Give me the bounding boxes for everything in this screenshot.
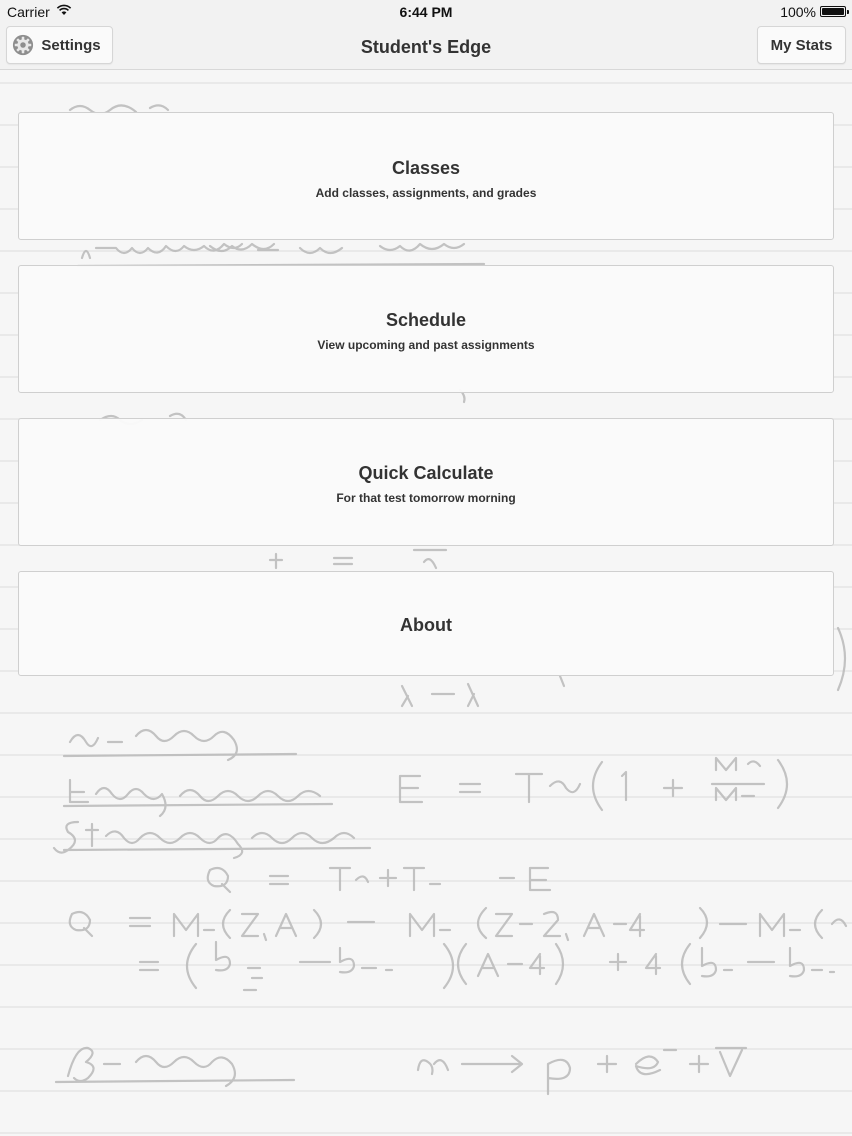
battery-icon <box>820 6 846 17</box>
my-stats-button[interactable] <box>757 26 846 64</box>
classes-title: Classes <box>391 158 461 178</box>
classes-subtitle: Add classes, assignments, and grades <box>315 186 537 200</box>
settings-button-label: Settings <box>41 36 101 54</box>
schedule-title: Schedule <box>385 310 467 330</box>
page-title: Student's Edge <box>360 37 492 57</box>
quick-calculate-menu-button[interactable] <box>18 418 834 546</box>
navigation-bar <box>0 24 852 70</box>
about-menu-button[interactable] <box>18 571 834 676</box>
carrier-label: Carrier <box>7 4 50 20</box>
battery-percent: 100% <box>780 4 816 20</box>
quick-calculate-subtitle: For that test tomorrow morning <box>336 491 516 505</box>
quick-calculate-title: Quick Calculate <box>358 463 494 483</box>
clock-time: 6:44 PM <box>399 4 453 20</box>
my-stats-button-label: My Stats <box>770 36 833 54</box>
battery-level-fill <box>822 8 844 15</box>
classes-menu-button[interactable] <box>18 112 834 240</box>
battery-nub <box>847 10 849 14</box>
about-title: About <box>400 615 452 635</box>
schedule-menu-button[interactable] <box>18 265 834 393</box>
schedule-subtitle: View upcoming and past assignments <box>317 338 535 352</box>
status-bar <box>0 0 852 24</box>
